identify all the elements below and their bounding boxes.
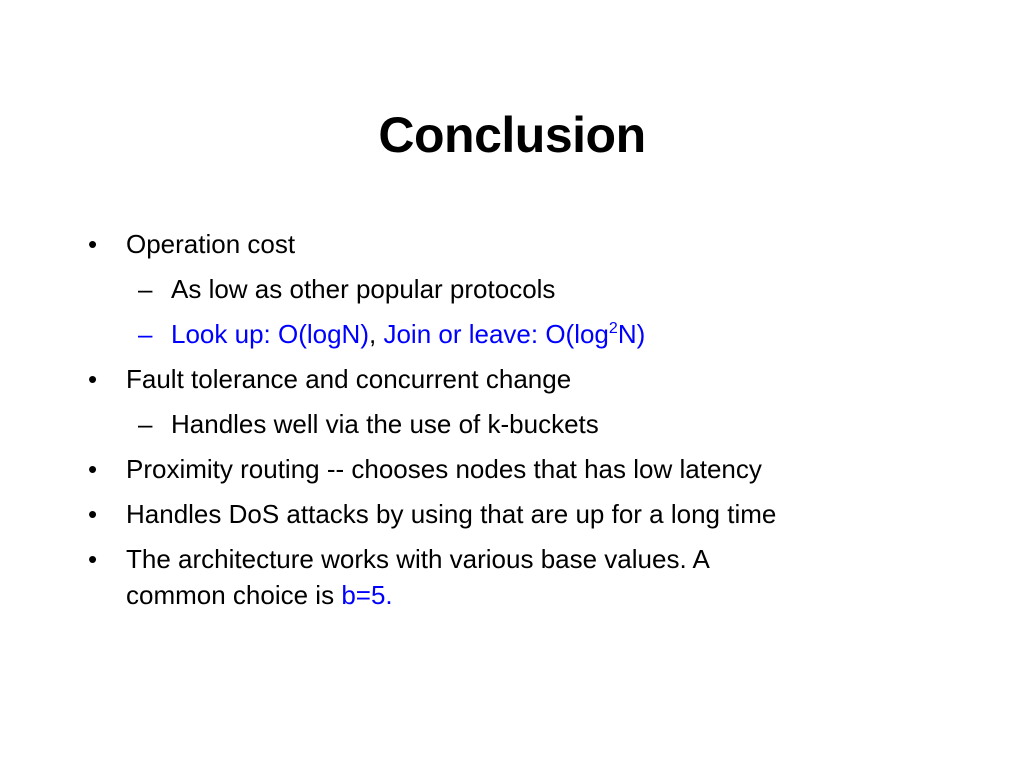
bullet-item-dos-attacks — [88, 496, 948, 532]
bullet-marker: • — [88, 364, 98, 394]
bullet-marker: • — [88, 454, 98, 484]
join-leave-complexity-suffix: N) — [617, 319, 646, 349]
separator-text: , — [368, 319, 377, 349]
bullet-item-architecture — [88, 541, 948, 613]
bullet-marker: • — [88, 544, 98, 574]
bullet-text-line2: common choice is — [126, 580, 342, 610]
sub-item-low-cost — [88, 271, 948, 307]
superscript-text: 2 — [608, 320, 618, 337]
slide-title: Conclusion — [378, 107, 646, 163]
bullet-marker: • — [88, 499, 98, 529]
bullet-text: Operation cost — [126, 229, 296, 259]
bullet-list — [88, 226, 948, 622]
sub-bullet-marker: – — [138, 274, 153, 304]
sub-bullet-marker: – — [138, 319, 153, 349]
bullet-item-proximity-routing — [88, 451, 948, 487]
bullet-marker: • — [88, 229, 98, 259]
bullet-item-operation-cost — [88, 226, 948, 262]
sub-bullet-marker: – — [138, 409, 153, 439]
lookup-complexity-text: Look up: O(logN) — [171, 319, 369, 349]
sub-item-complexity — [88, 316, 948, 352]
sub-item-text: Handles well via the use of k-buckets — [171, 409, 599, 439]
bullet-item-fault-tolerance — [88, 361, 948, 397]
sub-item-k-buckets — [88, 406, 948, 442]
bullet-text: Handles DoS attacks by using that are up for a long time — [126, 499, 777, 529]
base-value-highlight: b=5. — [341, 580, 393, 610]
bullet-text: Fault tolerance and concurrent change — [126, 364, 572, 394]
sub-item-text: As low as other popular protocols — [171, 274, 556, 304]
bullet-text-line1: The architecture works with various base values. A — [126, 544, 710, 574]
join-leave-complexity-text: Join or leave: O(log — [383, 319, 609, 349]
bullet-text: Proximity routing -- chooses nodes that has low latency — [126, 454, 762, 484]
